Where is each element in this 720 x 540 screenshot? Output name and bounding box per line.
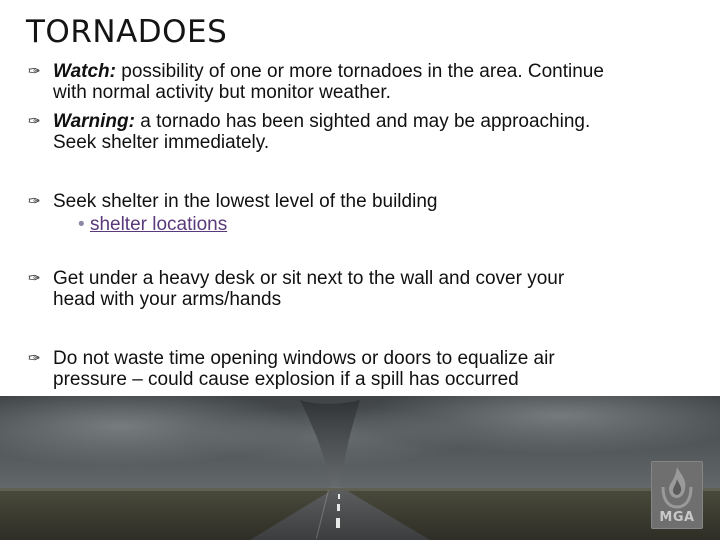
pencil-bullet-icon: ✑ [28, 63, 41, 80]
pencil-bullet-icon: ✑ [28, 270, 41, 287]
bullet-watch [28, 61, 604, 103]
bullet-desk [28, 268, 564, 310]
bullet-desk-line1: Get under a heavy desk or sit next to the wall and cover your [53, 268, 565, 289]
sub-bullet-shelter-locations [78, 214, 227, 235]
bullet-shelter-text: Seek shelter in the lowest level of the building [53, 191, 438, 212]
bullet-watch-line2: with normal activity but monitor weather. [53, 82, 391, 103]
bullet-warning [28, 111, 590, 153]
bullet-watch-line1 [53, 61, 604, 82]
bullet-shelter [28, 191, 437, 212]
logo-text: MGA [659, 510, 695, 525]
sub-bullet-dot: • [78, 214, 85, 235]
shelter-locations-link[interactable]: shelter locations [89, 214, 228, 235]
warning-description: a tornado has been sighted and may be approaching. [134, 111, 591, 132]
tornado-road-photo [0, 396, 720, 540]
bullet-warning-line1 [53, 111, 590, 132]
pencil-bullet-icon: ✑ [28, 193, 41, 210]
bullet-windows [28, 348, 555, 390]
watch-term: Watch: [53, 61, 116, 82]
watch-description: possibility of one or more tornadoes in the area. Continue [115, 61, 604, 82]
bullet-desk-line2: head with your arms/hands [53, 289, 282, 310]
mga-logo [651, 461, 703, 529]
pencil-bullet-icon: ✑ [28, 113, 41, 130]
slide-title: TORNADOES [26, 14, 228, 50]
pencil-bullet-icon: ✑ [28, 350, 41, 367]
bullet-warning-line2: Seek shelter immediately. [53, 132, 270, 153]
warning-term: Warning: [53, 111, 135, 132]
bullet-windows-line1: Do not waste time opening windows or doors to equalize air [53, 348, 555, 369]
bullet-windows-line2: pressure – could cause explosion if a spill has occurred [53, 369, 519, 390]
